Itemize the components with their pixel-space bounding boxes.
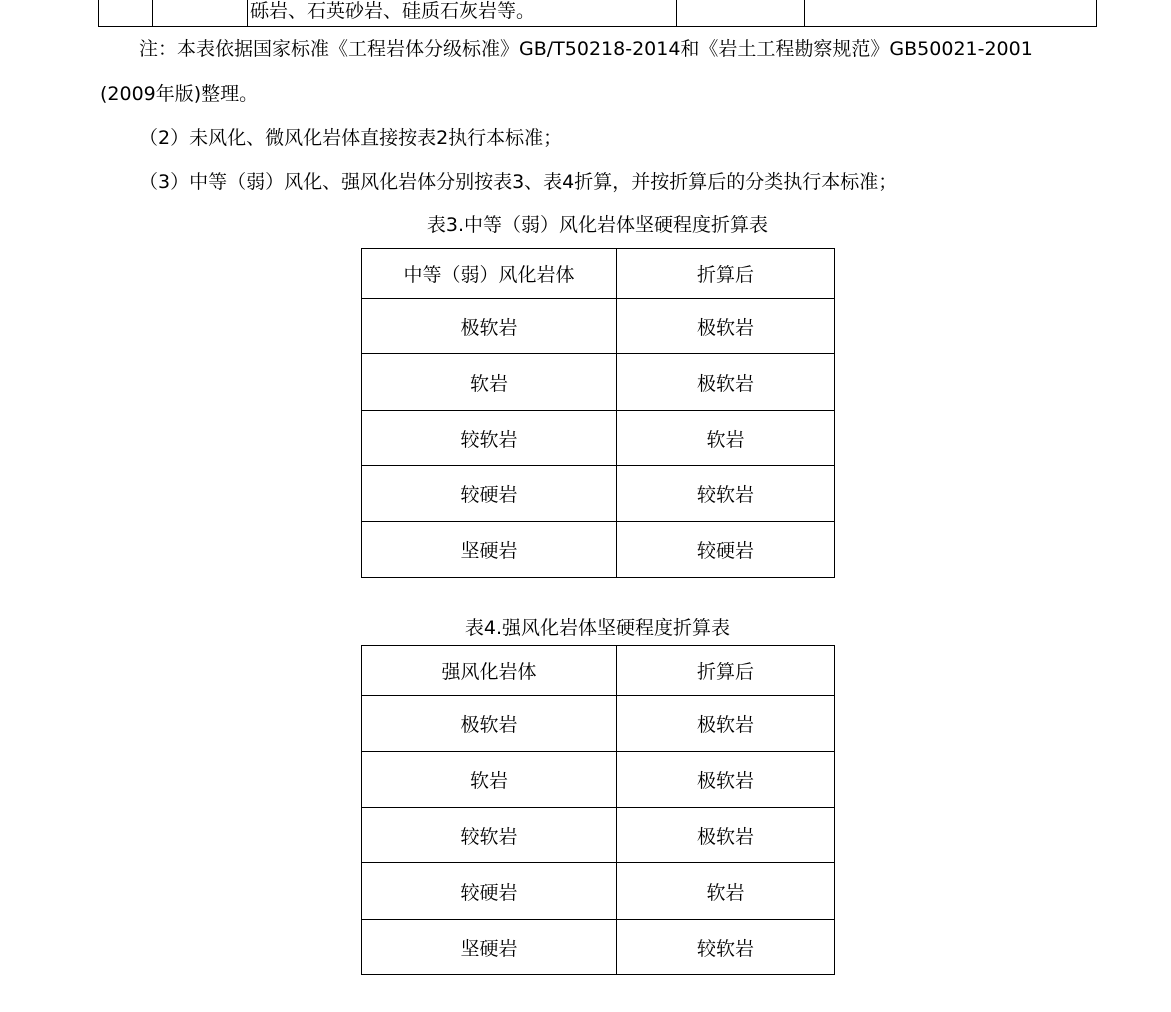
table-row [362, 522, 835, 578]
rock-examples-cell: 砾岩、石英砂岩、硅质石灰岩等。 [248, 0, 677, 27]
original-rock-cell: 软岩 [362, 354, 617, 411]
column-header-original: 中等（弱）风化岩体 [362, 249, 617, 299]
original-rock-cell: 软岩 [362, 752, 617, 808]
table-row [362, 696, 835, 752]
converted-rock-cell: 较硬岩 [617, 522, 835, 578]
table-cell [153, 0, 248, 27]
column-header-original: 强风化岩体 [362, 646, 617, 696]
table-cell [805, 0, 1097, 27]
original-rock-cell: 较硬岩 [362, 466, 617, 522]
table-cell [99, 0, 153, 27]
table3-weathered-rock-conversion [361, 248, 835, 578]
table-row [362, 863, 835, 920]
item-2-text: （2）未风化、微风化岩体直接按表2执行本标准； [139, 127, 563, 149]
table-row [362, 808, 835, 863]
original-rock-cell: 极软岩 [362, 299, 617, 354]
original-rock-cell: 较硬岩 [362, 863, 617, 920]
converted-rock-cell: 极软岩 [617, 808, 835, 863]
table-row [362, 752, 835, 808]
table-row [362, 354, 835, 411]
table-row [99, 0, 1097, 27]
column-header-converted: 折算后 [617, 249, 835, 299]
table-header-row [362, 646, 835, 696]
note-line-2: (2009年版)整理。 [100, 83, 259, 105]
table-header-row [362, 249, 835, 299]
column-header-converted: 折算后 [617, 646, 835, 696]
converted-rock-cell: 软岩 [617, 863, 835, 920]
converted-rock-cell: 较软岩 [617, 466, 835, 522]
converted-rock-cell: 极软岩 [617, 354, 835, 411]
note-line-1: 注：本表依据国家标准《工程岩体分级标准》GB/T50218-2014和《岩土工程勘察规范》GB50021-2001 [139, 38, 1033, 60]
table-row [362, 920, 835, 975]
item-3-text: （3）中等（弱）风化、强风化岩体分别按表3、表4折算，并按折算后的分类执行本标准； [139, 171, 898, 193]
converted-rock-cell: 较软岩 [617, 920, 835, 975]
converted-rock-cell: 极软岩 [617, 696, 835, 752]
original-rock-cell: 较软岩 [362, 411, 617, 466]
table-row [362, 411, 835, 466]
table-row [362, 299, 835, 354]
original-rock-cell: 较软岩 [362, 808, 617, 863]
table4-strongly-weathered-rock-conversion [361, 645, 835, 975]
table-cell [677, 0, 805, 27]
table3-caption: 表3.中等（弱）风化岩体坚硬程度折算表 [426, 214, 769, 236]
table-row [362, 466, 835, 522]
original-rock-cell: 坚硬岩 [362, 522, 617, 578]
table4-caption: 表4.强风化岩体坚硬程度折算表 [464, 617, 731, 639]
converted-rock-cell: 极软岩 [617, 752, 835, 808]
previous-table-fragment [98, 0, 1097, 27]
converted-rock-cell: 软岩 [617, 411, 835, 466]
converted-rock-cell: 极软岩 [617, 299, 835, 354]
original-rock-cell: 坚硬岩 [362, 920, 617, 975]
original-rock-cell: 极软岩 [362, 696, 617, 752]
